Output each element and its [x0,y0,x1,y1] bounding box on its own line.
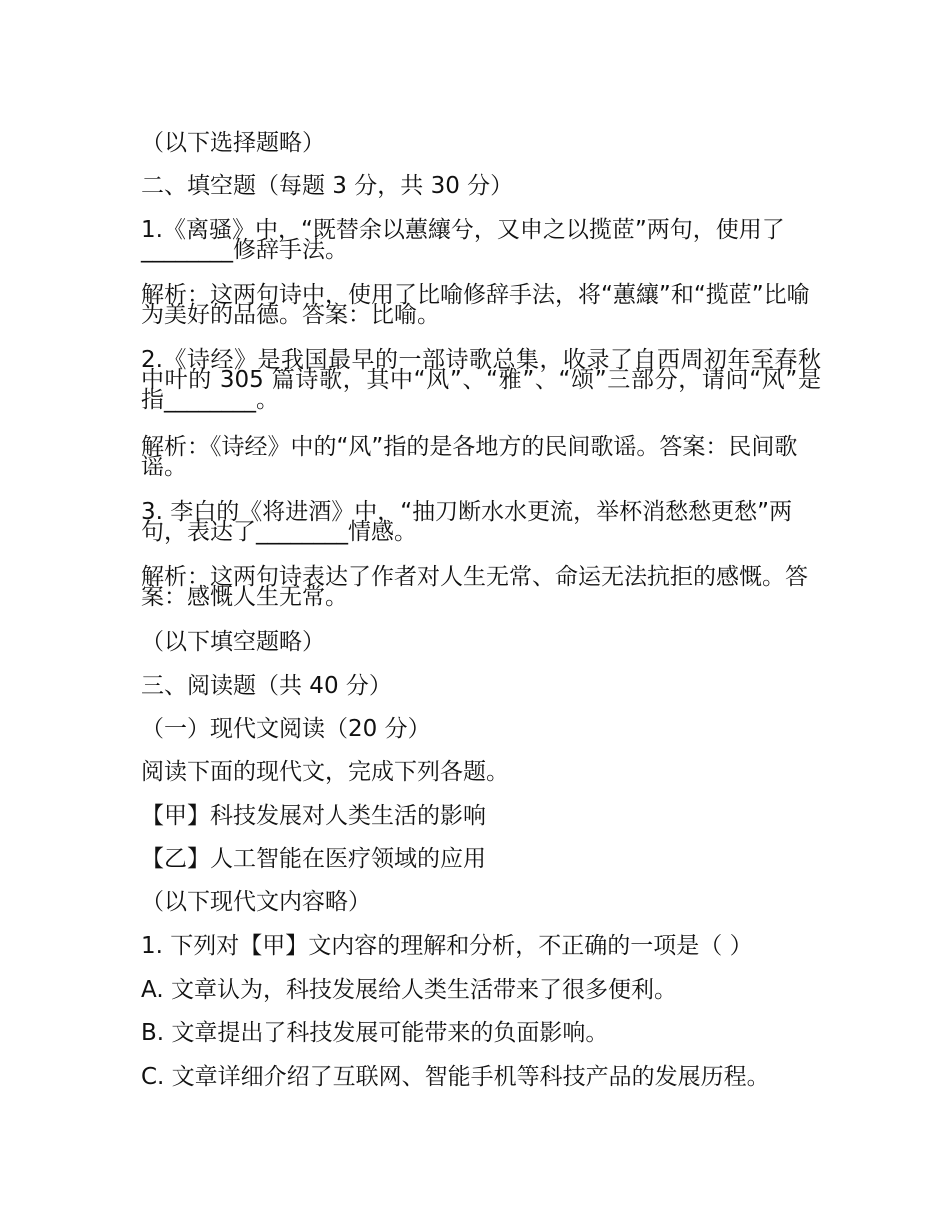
section-heading-fill-blank: 二、填空题（每题 3 分，共 30 分） [141,173,514,199]
answer-2: 解析：《诗经》中的“风”指的是各地方的民间歌谣。答案：民间歌谣。 [141,434,798,480]
omitted-fill-note: （以下填空题略） [141,629,325,655]
option-a: A. 文章认为，科技发展给人类生活带来了很多便利。 [141,977,677,1003]
omitted-passage-note: （以下现代文内容略） [141,889,371,915]
option-b: B. 文章提出了科技发展可能带来的负面影响。 [141,1020,609,1046]
question-1: 1.《离骚》中，“既替余以蕙纕兮，又申之以揽茝”两句，使用了________修辞手法。 [141,217,785,263]
answer-3: 解析：这两句诗表达了作者对人生无常、命运无法抗拒的感慨。答案：感慨人生无常。 [141,564,808,610]
reading-question-1: 1. 下列对【甲】文内容的理解和分析，不正确的一项是（ ） [141,933,753,959]
reading-instruction: 阅读下面的现代文，完成下列各题。 [141,759,509,785]
passage-yi-title: 【乙】人工智能在医疗领域的应用 [141,846,486,872]
subsection-heading-modern-text: （一）现代文阅读（20 分） [141,716,431,742]
passage-jia-title: 【甲】科技发展对人类生活的影响 [141,803,486,829]
question-2: 2.《诗经》是我国最早的一部诗歌总集，收录了自西周初年至春秋中叶的 305 篇诗歌，其中“风”、“雅”、“颂”三部分，请问“风”是指________。 [141,347,821,413]
question-3: 3. 李白的《将进酒》中，“抽刀断水水更流，举杯消愁愁更愁”两句，表达了________情感。 [141,499,793,545]
section-heading-reading: 三、阅读题（共 40 分） [141,673,392,699]
omitted-choice-note: （以下选择题略） [141,130,325,156]
answer-1: 解析：这两句诗中，使用了比喻修辞手法，将“蕙纕”和“揽茝”比喻为美好的品德。答案：比喻。 [141,282,810,328]
option-c: C. 文章详细介绍了互联网、智能手机等科技产品的发展历程。 [141,1064,770,1090]
